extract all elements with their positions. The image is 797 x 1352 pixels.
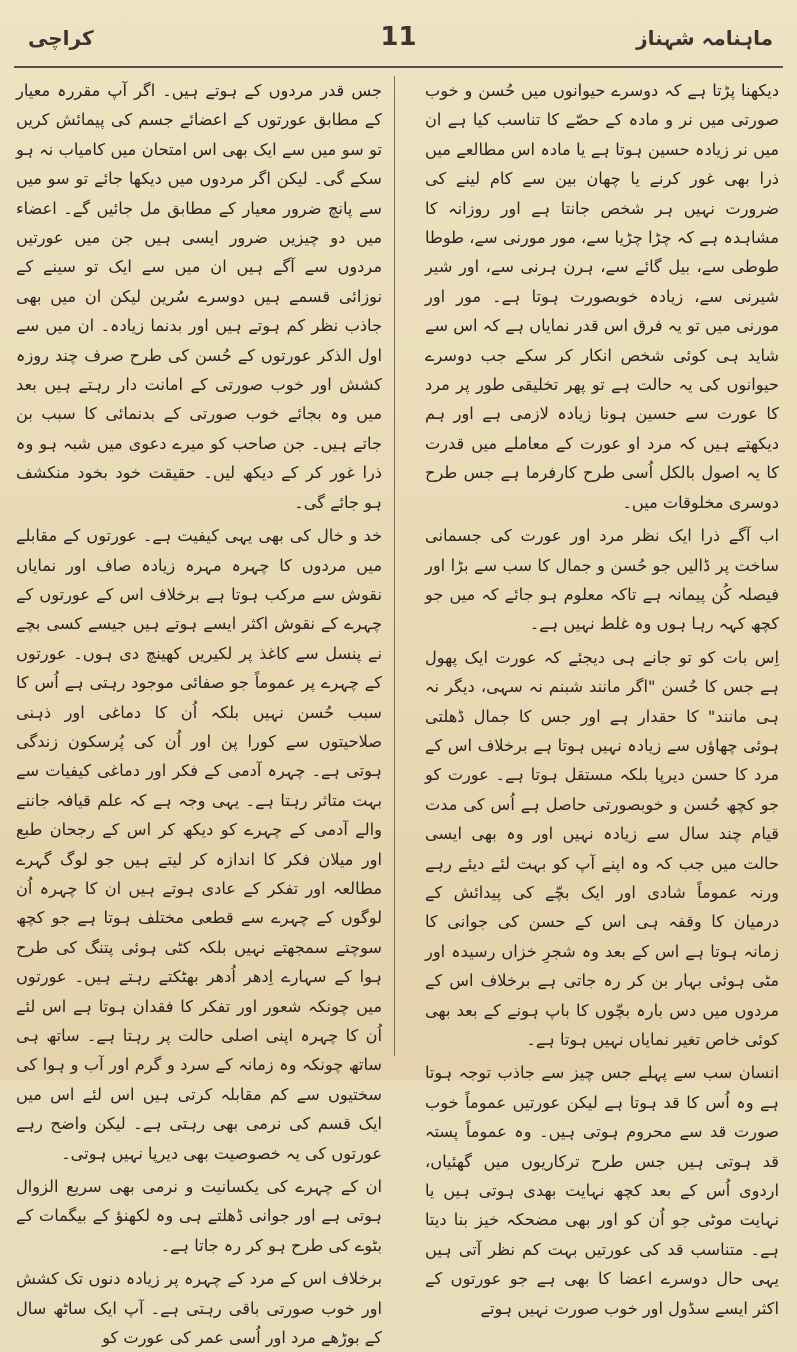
header-rule bbox=[14, 66, 783, 68]
left-text-column bbox=[16, 76, 382, 1348]
column-divider bbox=[394, 76, 395, 1056]
paragraph: برخلاف اس کے مرد کے چہرہ پر زیادہ دنوں تک کشش اور خوب صورتی باقی رہتی ہے۔ آپ ایک ساٹھ سال کے بوڑھے مرد اور اُسی عمر کی عورت کو bbox=[16, 1269, 382, 1348]
page-header bbox=[18, 20, 779, 60]
paragraph: انسان سب سے پہلے جس چیز سے جاذب توجہ ہوتا ہے وہ اُس کا قد ہوتا ہے لیکن عورتیں عموماً خوب صورت قد سے محروم ہوتی ہیں۔ وہ عموماً پستہ قد ہوتی ہیں جس طرح ترکاریوں میں گھئیاں، اردوی اُس کے بعد کچھ نہایت بھدی ہوتی ہیں یا نہایت موٹی جو اُن کو اور بھی مضحکہ خیز بنا دیتا ہے۔ متناسب قد کی عورتیں بہت کم نظر آتی ہیں یہی حال دوسرے اعضا کا بھی ہے جو عورتوں کے اکثر ایسے سڈول اور خوب صورت نہیں ہوتے bbox=[425, 1063, 779, 1318]
page-number: 11 bbox=[380, 22, 417, 52]
paragraph: اب آگے ذرا ایک نظر مرد اور عورت کی جسمانی ساخت پر ڈالیں جو حُسن و جمال کا سب سے بڑا اور فیصلہ کُن پیمانہ ہے تاکہ معلوم ہو جائے کہ میں جو کچھ کہہ رہا ہوں وہ غلط نہیں ہے۔ bbox=[425, 526, 779, 634]
right-text-column bbox=[425, 76, 779, 1318]
paragraph: ان کے چہرے کی یکسانیت و نرمی بھی سریع الزوال ہوتی ہے اور جوانی ڈھلتے ہی وہ لکھنؤ کے بیگمات کے بٹوے کی طرح ہو کر رہ جاتا ہے۔ bbox=[16, 1177, 382, 1255]
city-name: کراچی bbox=[28, 26, 94, 50]
magazine-title: ماہنامہ شہناز bbox=[636, 26, 773, 50]
paragraph: دیکھنا پڑتا ہے کہ دوسرے حیوانوں میں حُسن و خوب صورتی میں نر و مادہ کے حصّے کا تناسب کیا ہے ان میں نر زیادہ حسین ہوتا ہے یا مادہ اس مطالعے میں ذرا بھی غور کرنے یا چھان بین سے کام لینے کی ضرورت نہیں ہر شخص جانتا ہے اور روزانہ کا مشاہدہ ہے کہ چڑا چڑیا سے، مور مورنی سے، طوطا طوطی سے، بیل گائے سے، ہرن ہرنی سے، اور شیر شیرنی سے، زیادہ خوبصورت ہوتا ہے۔ مور اور مورنی میں تو یہ فرق اس قدر نمایاں ہے کہ اس سے شاید ہی کوئی شخص انکار کر سکے جب دوسرے حیوانوں کی یہ حالت ہے تو پھر تخلیقی طور پر مرد کا عورت سے حسین ہونا زیادہ لازمی ہے اور ہم دیکھتے ہیں کہ مرد او عورت کے معاملے میں قدرت کا یہ اصول بالکل اُسی طرح کارفرما ہے جس طرح دوسری مخلوقات میں۔ bbox=[425, 81, 779, 512]
paragraph: خد و خال کی بھی یہی کیفیت ہے۔ عورتوں کے مقابلے میں مردوں کا چہرہ مہرہ زیادہ صاف اور نمایاں نقوش سے مرکب ہوتا ہے برخلاف اس کے عورتوں کے چہرے کے نقوش اکثر ایسے ہوتے ہیں جیسے کسی بچے نے پنسل سے کاغذ پر لکیریں کھینچ دی ہوں۔ عورتوں کے چہرے پر عموماً جو صفائی موجود رہتی ہے اُس کا سبب حُسن نہیں بلکہ اُن کا دماغی اور ذہنی صلاحیتوں سے کورا پن اور اُن کی پُرسکون زندگی ہوتی ہے۔ چہرہ آدمی کے فکر اور دماغی کیفیات سے بہت متاثر رہتا ہے۔ یہی وجہ ہے کہ علم قیافہ جاننے والے آدمی کے چہرے کو دیکھ کر اس کے رجحان طبع اور میلان فکر کا اندازہ کر لیتے ہیں جو لوگ گہرے مطالعہ اور تفکر کے عادی ہوتے ہیں ان کا چہرہ اُن لوگوں کے چہرے سے قطعی مختلف ہوتا ہے جو کچھ سوچتے سمجھتے نہیں بلکہ کٹی ہوئی پتنگ کی طرح ہوا کے سہارے اِدھر اُدھر بھٹکتے رہتے ہیں۔ عورتوں میں چونکہ شعور اور تفکر کا فقدان ہوتا ہے اس لئے اُن کا چہرہ اپنی اصلی حالت پر رہتا ہے۔ ساتھ ہی ساتھ چونکہ وہ زمانہ کے سرد و گرم اور آب و ہوا کی سختیوں سے کم مقابلہ کرتی ہیں اس لئے اس میں ایک قسم کی نرمی بھی رہتی ہے۔ لیکن واضح رہے عورتوں کی یہ خصوصیت بھی دیرپا نہیں ہوتی۔ bbox=[16, 526, 382, 1163]
paragraph: اِس بات کو تو جانے ہی دیجئے کہ عورت ایک پھول ہے جس کا حُسن "اگر مانند شبنم نہ سہی، دیگر نہ ہی مانند" کا حقدار ہے اور جس کا جمال ڈھلتی ہوئی چھاؤں سے زیادہ نہیں ہوتا ہے برخلاف اس کے مرد کا حسن دیرپا بلکہ مستقل ہوتا ہے۔ عورت کو جو کچھ حُسن و خوبصورتی حاصل ہے اُس کی مدت قیام چند سال سے زیادہ نہیں اور وہ بھی ایسی حالت میں جب کہ وہ اپنے آپ کو بہت لئے دیئے رہے ورنہ عموماً شادی اور ایک بچّے کی پیدائش کے درمیان کا وقفہ ہی اس کے حسن کی جوانی کا زمانہ ہوتا ہے اس کے بعد وہ شجرِ خزاں رسیدہ اور مٹی ہوئی بہار بن کر رہ جاتی ہے برخلاف اس کے مردوں میں دس بارہ بچّوں کا باپ ہونے کے بعد بھی کوئی خاص تغیر نمایاں نہیں ہوتا ہے۔ bbox=[425, 647, 779, 1049]
paragraph: جس قدر مردوں کے ہوتے ہیں۔ اگر آپ مقررہ معیار کے مطابق عورتوں کے اعضائے جسم کی پیمائش کریں تو سو میں سے ایک بھی اس امتحان میں کامیاب نہ ہو سکے گی۔ لیکن اگر مردوں میں دیکھا جائے تو سو میں سے پانچ ضرور معیار کے مطابق مل جائیں گے۔ اعضاء میں دو چیزیں ضرور ایسی ہیں جن میں عورتیں مردوں سے آگے ہیں ان میں سے ایک تو سینے کے نوزائی قسمے ہیں دوسرے سُرین لیکن ان میں بھی جاذب نظر کم ہوتے ہیں اور بدنما زیادہ۔ ان میں سے اول الذکر عورتوں کے حُسن کی طرح صرف چند روزہ کشش اور خوب صورتی کے امانت دار رہتے ہیں بعد میں وہ بجائے خوب صورتی کے بدنمائی کا سبب بن جاتے ہیں۔ جن صاحب کو میرے دعوی میں شبہ ہو وہ ذرا غور کر کے دیکھ لیں۔ حقیقت خود بخود منکشف ہو جائے گی۔ bbox=[16, 81, 382, 512]
